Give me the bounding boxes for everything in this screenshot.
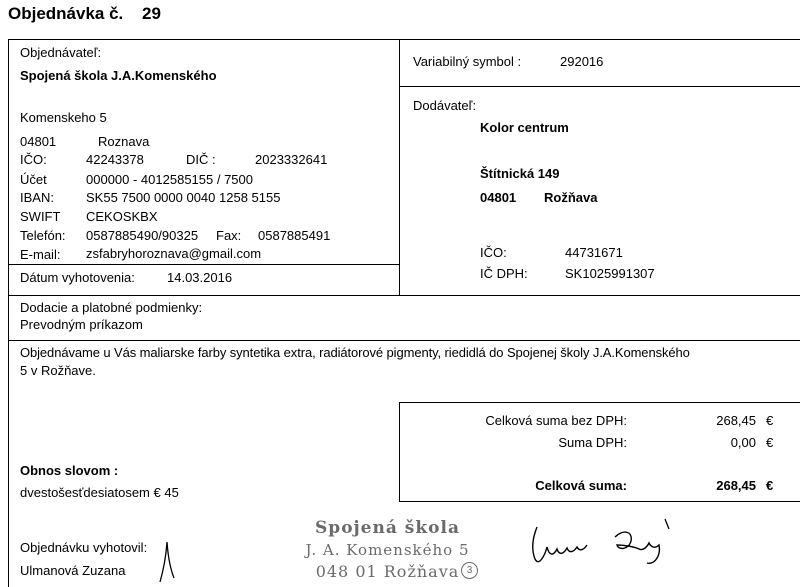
divider-body — [8, 340, 800, 341]
grand-total-currency: € — [766, 478, 774, 493]
orderer-email: zsfabryhoroznava@gmail.com — [86, 246, 262, 261]
vat-label: Suma DPH: — [558, 435, 627, 450]
order-text-line2: 5 v Rožňave. — [20, 363, 96, 378]
orderer-ico: 42243378 — [86, 152, 144, 167]
supplier-ico-label: IČO: — [480, 245, 507, 260]
divider-terms — [8, 295, 800, 296]
grand-total-label: Celková suma: — [535, 478, 627, 493]
orderer-dic-label: DIČ : — [186, 152, 216, 167]
stamp — [300, 518, 475, 581]
orderer-iban: SK55 7500 0000 0040 1258 5155 — [86, 190, 281, 205]
supplier-zip: 04801 — [480, 190, 517, 205]
supplier-street: Štítnická 149 — [480, 166, 560, 181]
orderer-swift-label: SWIFT — [20, 209, 61, 224]
order-text-line1: Objednávame u Vás maliarske farby syntetika extra, radiátorové pigmenty, riedidlá do Spojenej školy J.A.Komenského — [20, 345, 690, 360]
orderer-street: Komenskeho 5 — [20, 110, 107, 125]
stamp-number-mark — [461, 562, 478, 579]
orderer-fax: 0587885491 — [258, 228, 331, 243]
divider-vs — [399, 86, 800, 87]
orderer-label: Objednávateľ: — [20, 45, 102, 60]
in-words-value: dvestošesťdesiatosem € 45 — [20, 485, 179, 500]
supplier-city: Rožňava — [544, 190, 598, 205]
supplier-icdph: SK1025991307 — [565, 266, 655, 281]
orderer-account: 000000 - 4012585155 / 7500 — [86, 172, 253, 187]
title-label: Objednávka č. — [8, 4, 124, 23]
supplier-icdph-label: IČ DPH: — [480, 266, 528, 281]
date-label: Dátum vyhotovenia: — [20, 270, 135, 285]
orderer-name: Spojená škola J.A.Komenského — [20, 68, 217, 83]
supplier-ico: 44731671 — [565, 245, 623, 260]
net-total-value: 268,45 — [716, 413, 756, 428]
stamp-line1: Spojená škola — [315, 518, 460, 538]
net-total-currency: € — [766, 413, 774, 428]
variable-symbol-value: 292016 — [560, 54, 604, 69]
orderer-iban-label: IBAN: — [20, 190, 54, 205]
grand-total-value: 268,45 — [716, 478, 756, 493]
orderer-phone-label: Telefón: — [20, 228, 66, 243]
stamp-line2: J. A. Komenského 5 — [305, 541, 470, 559]
net-total-label: Celková suma bez DPH: — [485, 413, 627, 428]
vat-value: 0,00 — [730, 435, 756, 450]
orderer-fax-label: Fax: — [216, 228, 242, 243]
document-title — [8, 4, 161, 24]
vat-currency: € — [766, 435, 774, 450]
date-value: 14.03.2016 — [167, 270, 233, 285]
stamp-number: 3 — [466, 565, 473, 576]
orderer-email-label: E-mail: — [20, 247, 61, 262]
director-signature — [515, 515, 685, 575]
orderer-swift: CEKOSKBX — [86, 209, 158, 224]
terms-label: Dodacie a platobné podmienky: — [20, 300, 203, 315]
supplier-name: Kolor centrum — [480, 120, 569, 135]
in-words-label: Obnos slovom : — [20, 463, 119, 478]
variable-symbol-label: Variabilný symbol : — [413, 54, 522, 69]
divider-date — [8, 264, 399, 265]
orderer-dic: 2023332641 — [255, 152, 328, 167]
orderer-ico-label: IČO: — [20, 152, 47, 167]
issuer-signature — [150, 538, 180, 587]
supplier-label: Dodávateľ: — [413, 98, 477, 113]
divider-orderer-supplier — [399, 39, 400, 295]
terms-value: Prevodným príkazom — [20, 317, 143, 332]
orderer-city: Roznava — [98, 134, 150, 149]
stamp-line3: 048 01 Rožňava — [315, 562, 460, 581]
orderer-zip: 04801 — [20, 134, 57, 149]
issued-by-name: Ulmanová Zuzana — [20, 563, 126, 578]
order-number: 29 — [142, 4, 161, 23]
orderer-account-label: Účet — [20, 172, 47, 187]
issued-by-label: Objednávku vyhotovil: — [20, 540, 148, 555]
orderer-phone: 0587885490/90325 — [86, 228, 199, 243]
